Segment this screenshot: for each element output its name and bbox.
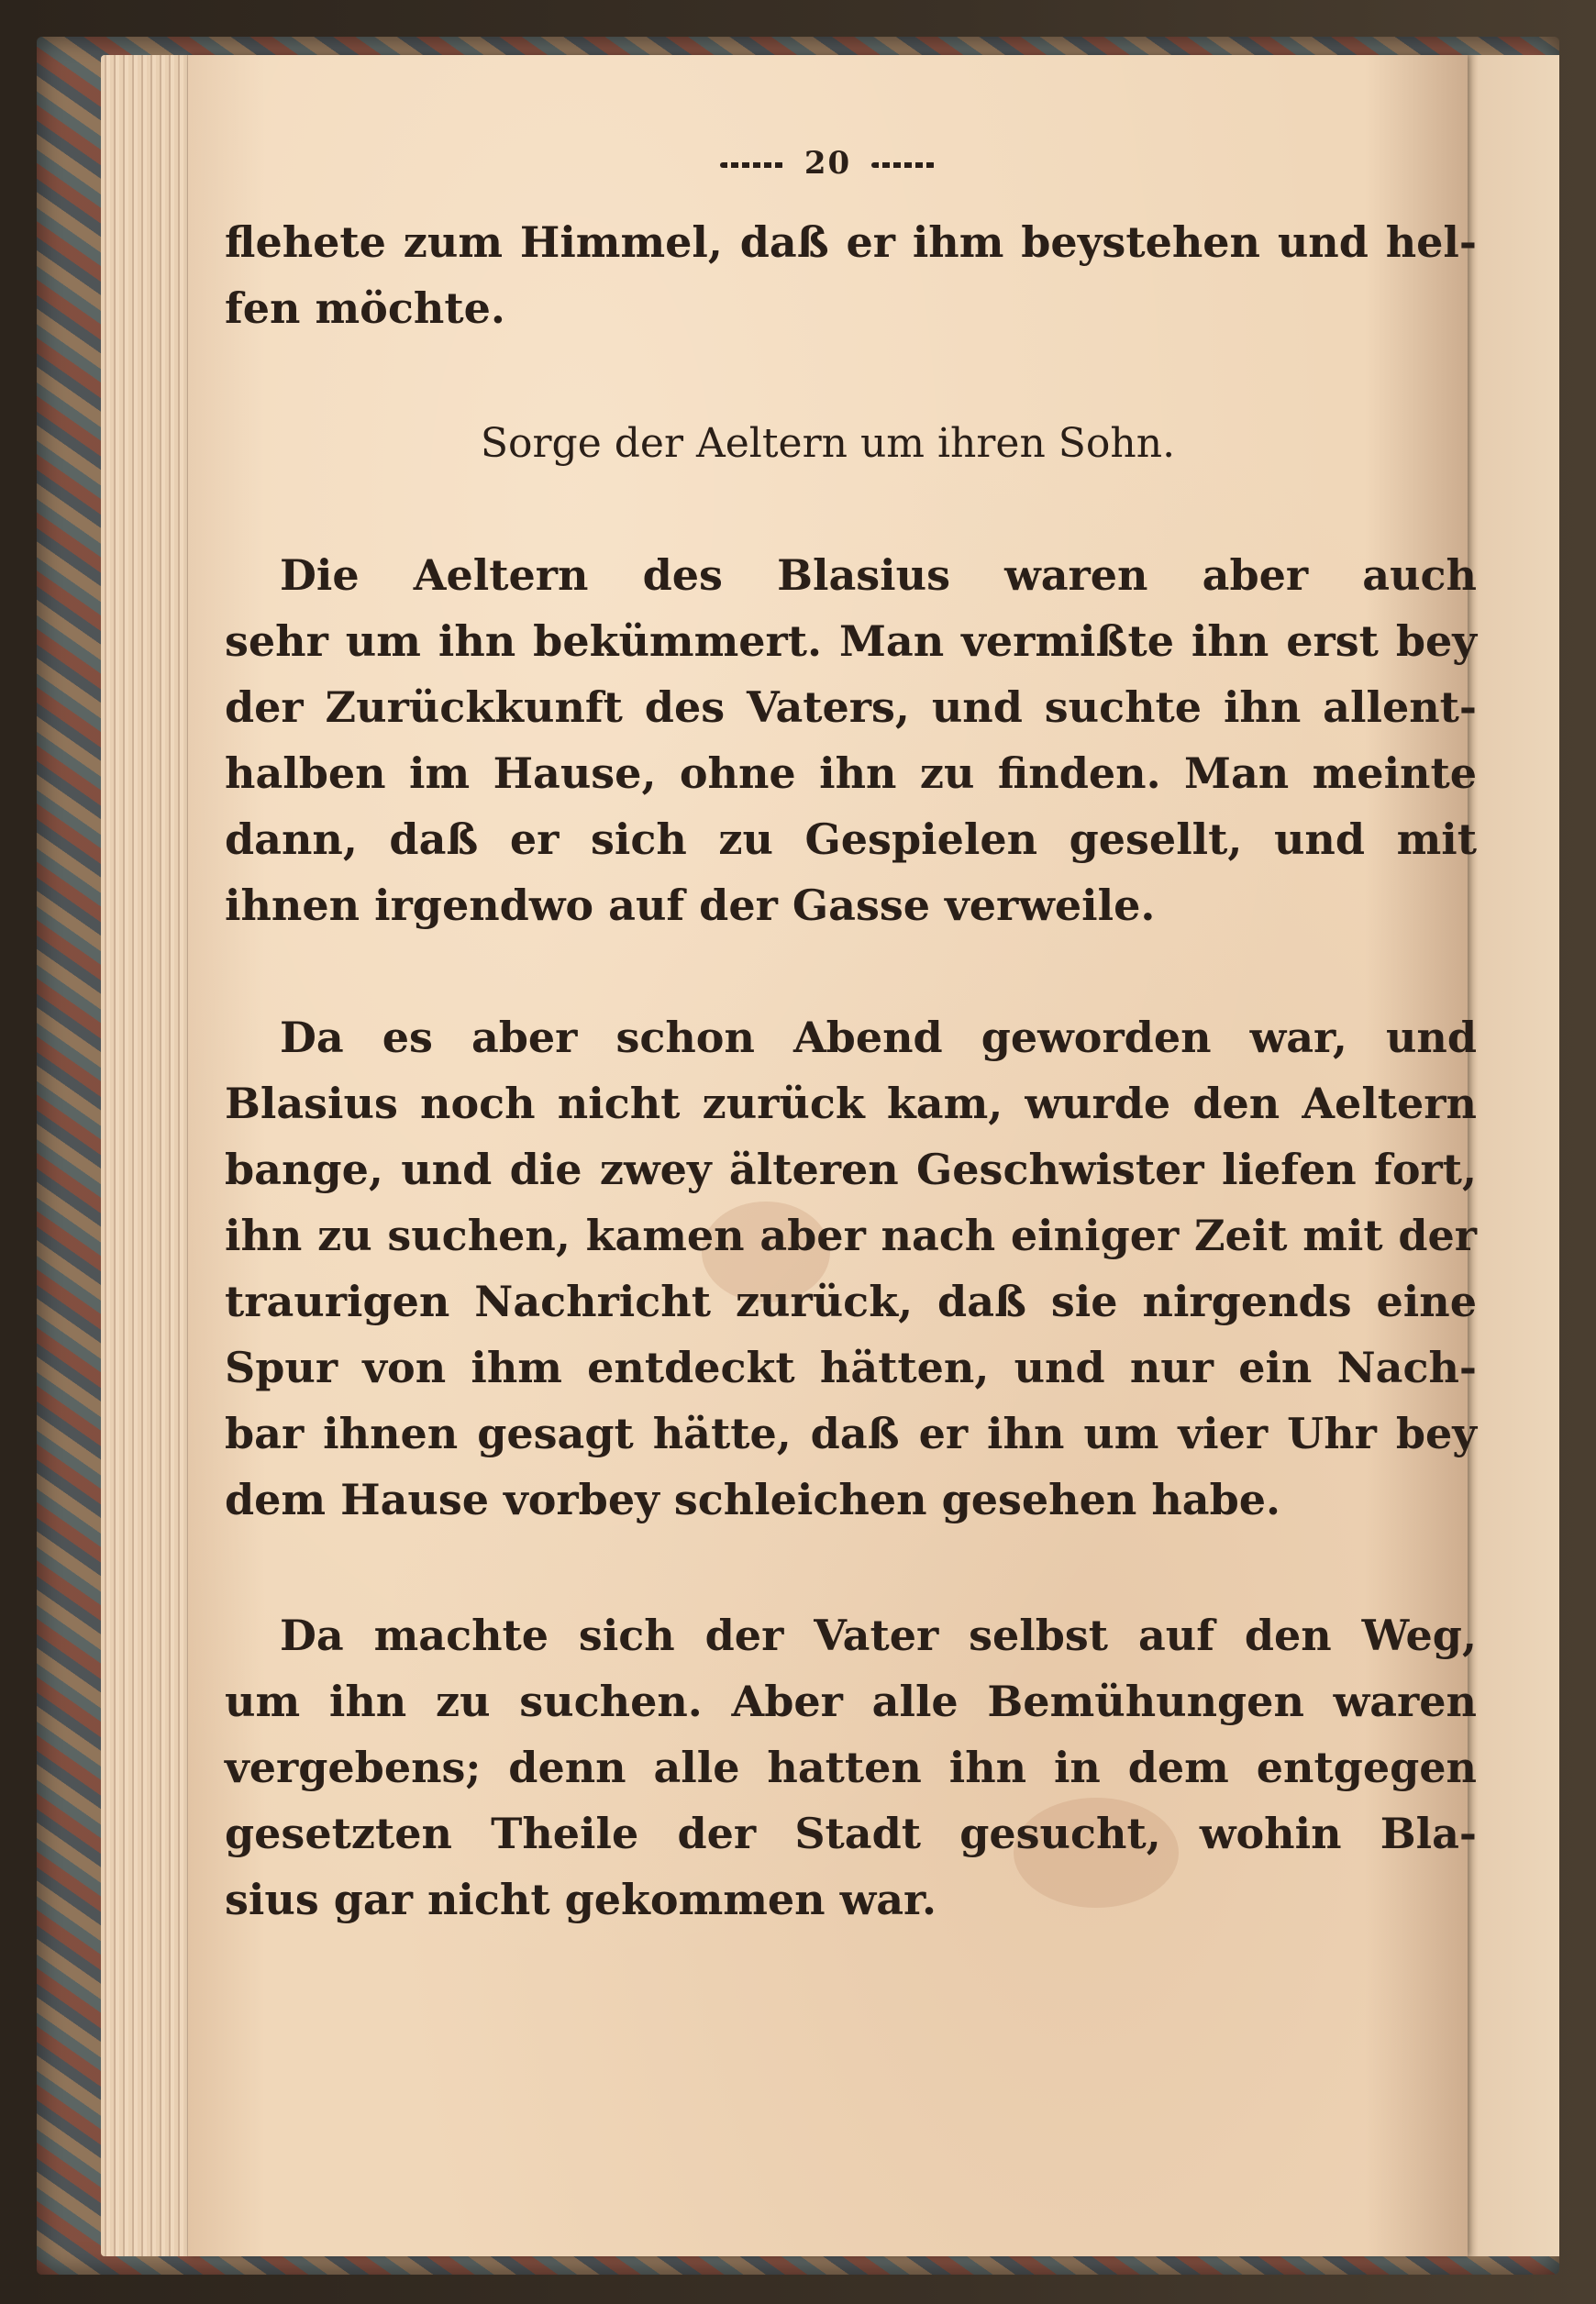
- text-line: der Zurückkunft des Vaters, und suchte ihn allent-: [225, 682, 1477, 732]
- text-line: Da es aber schon Abend geworden war, und: [280, 1013, 1477, 1062]
- text-line: Da machte sich der Vater selbst auf den Weg,: [280, 1611, 1477, 1660]
- text-line: dann, daß er sich zu Gespielen gesellt, und mit: [225, 814, 1477, 864]
- paragraph: [225, 542, 1477, 938]
- ornament-left: [720, 162, 784, 168]
- text-line: bange, und die zwey älteren Geschwister liefen fort,: [225, 1145, 1477, 1194]
- paragraph: [225, 1004, 1477, 1533]
- text-line: flehete zum Himmel, daß er ihm beystehen und hel-: [225, 217, 1477, 267]
- text-line: um ihn zu suchen. Aber alle Bemühungen waren: [225, 1677, 1477, 1726]
- text-line: Spur von ihm entdeckt hätten, und nur ein Nach-: [225, 1343, 1477, 1392]
- text-line: gesetzten Theile der Stadt gesucht, wohin Bla-: [225, 1809, 1477, 1858]
- ornament-right: [871, 162, 936, 168]
- text-line: traurigen Nachricht zurück, daß sie nirgends eine: [225, 1277, 1477, 1326]
- page-number-text: 20: [804, 145, 852, 182]
- text-line: sius gar nicht gekommen war.: [225, 1875, 937, 1924]
- text-line: bar ihnen gesagt hätte, daß er ihn um vier Uhr bey: [225, 1409, 1477, 1458]
- text-line: ihn zu suchen, kamen aber nach einiger Zeit mit der: [225, 1211, 1477, 1260]
- text-line: Die Aeltern des Blasius waren aber auch: [280, 550, 1477, 600]
- page-number: [188, 145, 1468, 182]
- text-line: vergebens; denn alle hatten ihn in dem entgegen: [225, 1743, 1477, 1792]
- text-line: fen möchte.: [225, 283, 505, 333]
- paragraph-continuation: [225, 209, 1477, 341]
- text-line: halben im Hause, ohne ihn zu finden. Man meinte: [225, 748, 1477, 798]
- text-line: dem Hause vorbey schleichen gesehen habe.: [225, 1475, 1281, 1524]
- text-line: Blasius noch nicht zurück kam, wurde den Aeltern: [225, 1079, 1477, 1128]
- section-heading: Sorge der Aeltern um ihren Sohn.: [480, 420, 1176, 467]
- text-line: ihnen irgendwo auf der Gasse verweile.: [225, 881, 1156, 930]
- paragraph: [225, 1602, 1477, 1933]
- text-line: sehr um ihn bekümmert. Man vermißte ihn erst bey: [225, 616, 1477, 666]
